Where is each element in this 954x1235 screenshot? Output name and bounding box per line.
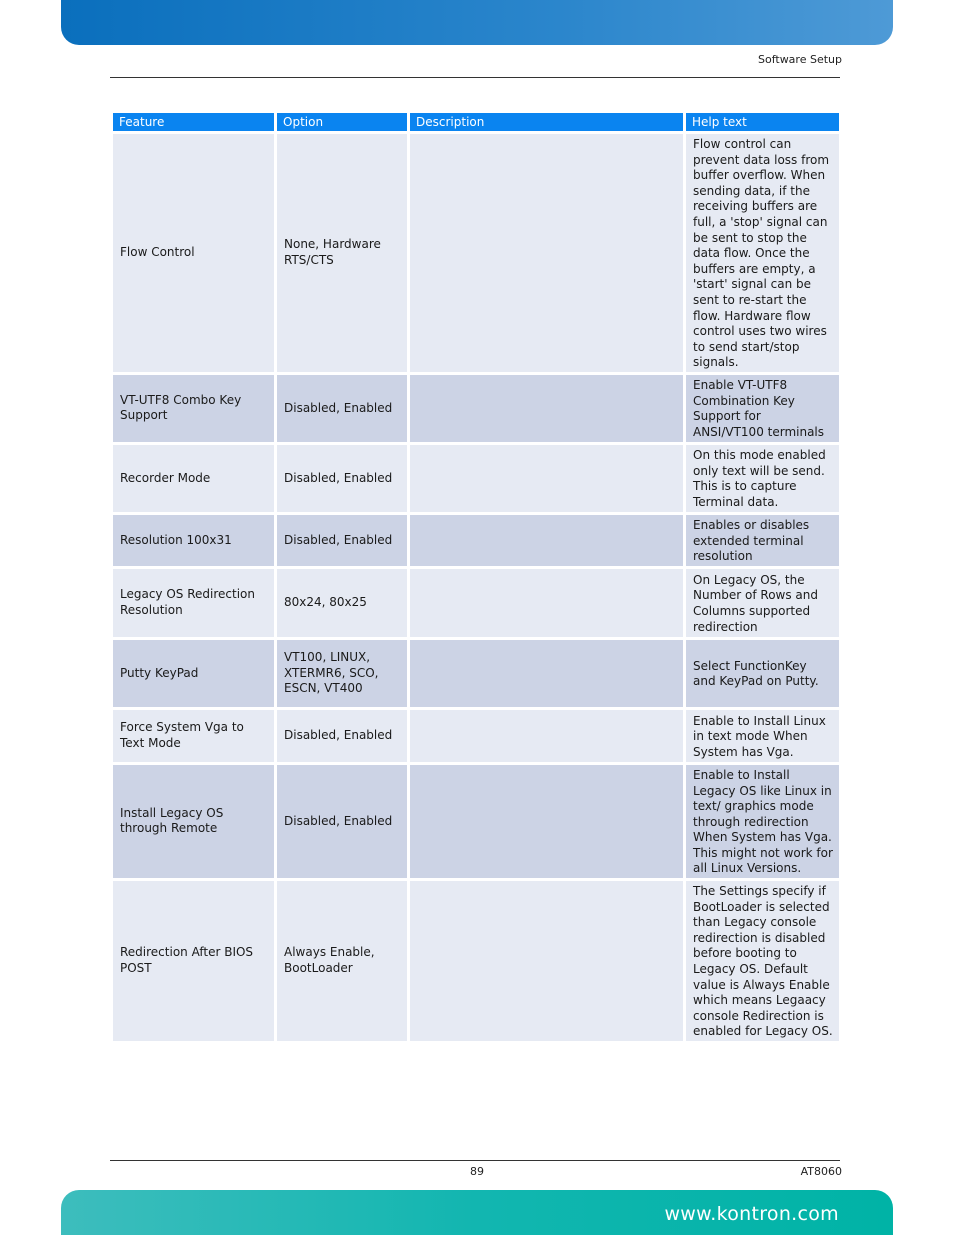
description-cell [410, 881, 686, 1044]
description-cell [410, 134, 686, 375]
website-link[interactable]: www.kontron.com [664, 1203, 839, 1225]
document-id: AT8060 [800, 1165, 842, 1178]
table-row [113, 765, 839, 881]
table-row [113, 515, 839, 569]
feature-cell: Recorder Mode [113, 445, 277, 515]
description-cell [410, 710, 686, 765]
feature-cell: Resolution 100x31 [113, 515, 277, 569]
table-row [113, 881, 839, 1044]
header-divider [110, 77, 840, 78]
help-text-cell: On Legacy OS, the Number of Rows and Columns supported redirection [686, 569, 839, 640]
option-cell: Disabled, Enabled [277, 375, 410, 445]
description-cell [410, 375, 686, 445]
feature-cell: VT-UTF8 Combo Key Support [113, 375, 277, 445]
section-title: Software Setup [757, 53, 842, 66]
footer-divider [110, 1160, 840, 1161]
column-header-description: Description [410, 113, 686, 134]
option-cell: Disabled, Enabled [277, 515, 410, 569]
table-row [113, 375, 839, 445]
description-cell [410, 765, 686, 881]
feature-cell: Putty KeyPad [113, 640, 277, 710]
option-cell: Disabled, Enabled [277, 765, 410, 881]
description-cell [410, 445, 686, 515]
column-header-feature: Feature [113, 113, 277, 134]
feature-cell: Redirection After BIOS POST [113, 881, 277, 1044]
table-row [113, 710, 839, 765]
feature-cell: Install Legacy OS through Remote [113, 765, 277, 881]
help-text-cell: The Settings specify if BootLoader is selected than Legacy console redirection is disabled before booting to Legacy OS. Default value is Always Enable which means Legaacy console Redirection is enabled for Legacy OS. [686, 881, 839, 1044]
column-header-option: Option [277, 113, 410, 134]
option-cell: None, Hardware RTS/CTS [277, 134, 410, 375]
help-text-cell: Enable VT-UTF8 Combination Key Support for ANSI/VT100 terminals [686, 375, 839, 445]
page-number: 89 [470, 1165, 484, 1178]
description-cell [410, 640, 686, 710]
help-text-cell: Enable to Install Legacy OS like Linux in text/ graphics mode through redirection When System has Vga. This might not work for all Linux Versions. [686, 765, 839, 881]
help-text-cell: Flow control can prevent data loss from buffer overflow. When sending data, if the receiving buffers are full, a 'stop' signal can be sent to stop the data flow. Once the buffers are empty, a 'start' signal can be sent to re-start the flow. Hardware flow control uses two wires to send start/stop signals. [686, 134, 839, 375]
option-cell: Disabled, Enabled [277, 710, 410, 765]
table-row [113, 640, 839, 710]
description-cell [410, 569, 686, 640]
settings-table [113, 113, 839, 1044]
help-text-cell: Enable to Install Linux in text mode When System has Vga. [686, 710, 839, 765]
option-cell: Always Enable, BootLoader [277, 881, 410, 1044]
option-cell: VT100, LINUX, XTERMR6, SCO, ESCN, VT400 [277, 640, 410, 710]
top-banner [61, 0, 893, 45]
help-text-cell: Select FunctionKey and KeyPad on Putty. [686, 640, 839, 710]
feature-cell: Force System Vga to Text Mode [113, 710, 277, 765]
column-header-help-text: Help text [686, 113, 839, 134]
feature-cell: Flow Control [113, 134, 277, 375]
option-cell: 80x24, 80x25 [277, 569, 410, 640]
bottom-banner [61, 1190, 893, 1235]
table-row [113, 569, 839, 640]
help-text-cell: On this mode enabled only text will be send. This is to capture Terminal data. [686, 445, 839, 515]
table-header-row [113, 113, 839, 134]
description-cell [410, 515, 686, 569]
table-row [113, 445, 839, 515]
option-cell: Disabled, Enabled [277, 445, 410, 515]
feature-cell: Legacy OS Redirection Resolution [113, 569, 277, 640]
help-text-cell: Enables or disables extended terminal resolution [686, 515, 839, 569]
table-row [113, 134, 839, 375]
